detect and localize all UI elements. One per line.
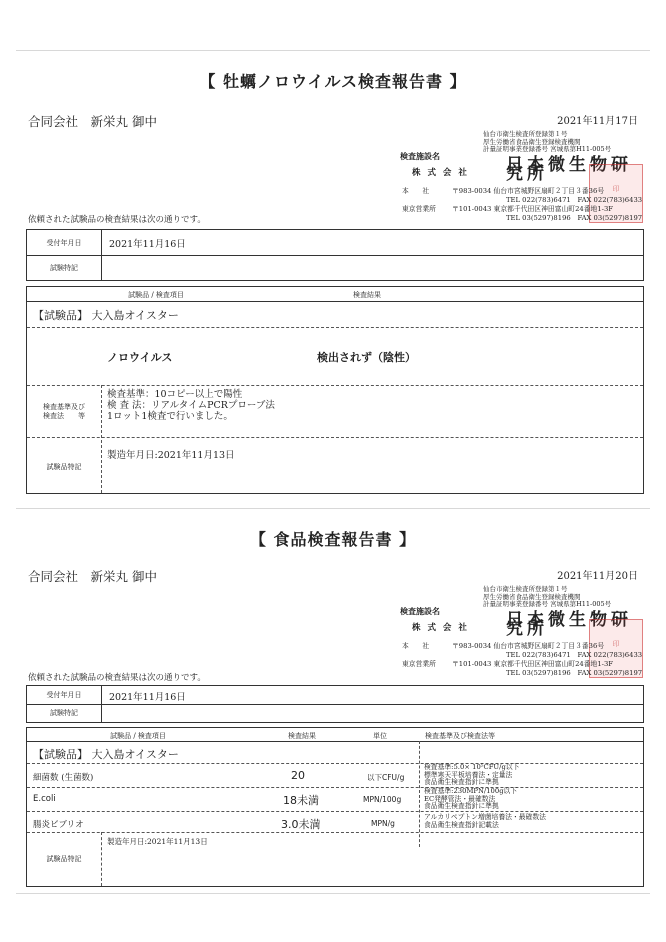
report-food: [16, 508, 650, 894]
table-row-method: 検査基準:5.0× 10⁵CFU/g以下 標準寒天平板培養法・定量法 食品衛生検査指針に準拠: [424, 763, 520, 786]
company-type: 株 式 会 社: [412, 168, 469, 178]
header-item: 試験品 / 検査項目: [110, 732, 166, 740]
receipt-box: [26, 229, 644, 281]
notes-label: 試験特記: [50, 264, 78, 272]
hq-tel: TEL 022(783)6471 FAX 022(783)6433: [506, 196, 643, 204]
tokyo-label: 東京営業所: [402, 660, 436, 668]
received-label: 受付年月日: [46, 691, 82, 699]
intro-text: 依頼された試験品の検査結果は次の通りです。: [28, 215, 206, 225]
method-label: 検査基準及び 検査法 等: [43, 403, 85, 420]
client-name: 合同会社 新栄丸 御中: [28, 569, 157, 584]
company-type: 株 式 会 社: [412, 623, 469, 633]
table-row-result: 18未満: [283, 794, 319, 807]
table-row-result: 3.0未満: [281, 818, 321, 831]
method-text: 検査基準：10コピー以上で陽性 検 査 法：リアルタイムPCRプローブ法 1ロット1検査で行いました。: [107, 389, 275, 422]
header-result: 検査結果: [288, 732, 316, 740]
issuer-block: [388, 586, 650, 696]
report-title: 【 牡蠣ノロウイルス検査報告書 】: [199, 72, 467, 91]
table-row-unit: 以下CFU/g: [367, 773, 405, 782]
table-row-method: アルカリペプトン増菌培養法・最確数法 食品衛生検査指針記載法: [424, 813, 546, 829]
report-title: 【 食品検査報告書 】: [249, 530, 417, 549]
facility-label: 検査施設名: [400, 607, 440, 616]
table-row-method: 検査基準:230MPN/100g以下 EC発酵管法・最確数法 食品衛生検査指針に準拠: [424, 787, 518, 810]
tokyo-tel: TEL 03(5297)8196 FAX 03(5297)8197: [506, 669, 643, 677]
received-value: 2021年11月16日: [109, 692, 186, 703]
table-row-unit: MPN/100g: [363, 795, 402, 804]
sample-note-label: 試験品特記: [46, 463, 82, 471]
sample-note: 製造年月日:2021年11月13日: [107, 450, 235, 461]
tokyo-tel: TEL 03(5297)8196 FAX 03(5297)8197: [506, 214, 643, 222]
result-table: [26, 727, 644, 887]
company-name: 日本微生物研究所: [506, 610, 632, 639]
test-name: ノロウイルス: [107, 351, 173, 364]
header-item: 試験品 / 検査項目: [128, 291, 184, 299]
table-row-item: 細菌数 (生菌数): [33, 773, 94, 783]
tokyo-address: 〒101-0043 東京都千代田区神田富山町24番地1-3F: [452, 205, 613, 213]
sample-name: 【試験品】 大入島オイスター: [33, 748, 179, 761]
hq-address: 〒983-0034 仙台市宮城野区扇町２丁目３番36号: [452, 642, 605, 650]
table-row-item: E.coli: [33, 794, 56, 804]
hq-label: 本 社: [402, 642, 430, 650]
report-date: 2021年11月17日: [557, 116, 638, 127]
sample-note: 製造年月日:2021年11月13日: [107, 837, 208, 846]
hq-address: 〒983-0034 仙台市宮城野区扇町２丁目３番36号: [452, 187, 605, 195]
tokyo-label: 東京営業所: [402, 205, 436, 213]
hq-tel: TEL 022(783)6471 FAX 022(783)6433: [506, 651, 643, 659]
intro-text: 依頼された試験品の検査結果は次の通りです。: [28, 673, 206, 683]
company-name: 日本微生物研究所: [506, 155, 632, 184]
company-seal: 印: [589, 164, 643, 223]
receipt-box: [26, 685, 644, 723]
issuer-block: [388, 131, 650, 241]
facility-label: 検査施設名: [400, 152, 440, 161]
notes-label: 試験特記: [50, 709, 78, 717]
report-norovirus: [16, 50, 650, 497]
received-value: 2021年11月16日: [109, 239, 186, 250]
header-result: 検査結果: [353, 291, 381, 299]
registration-info: 仙台市衛生検査所登録第１号 厚生労働省食品衛生登録検査機関 計量証明事業登録番号 宮城県第H11-005号: [483, 585, 612, 608]
table-row-unit: MPN/g: [371, 819, 395, 828]
header-unit: 単位: [373, 732, 387, 740]
sample-name: 【試験品】 大入島オイスター: [33, 309, 179, 322]
table-row-item: 腸炎ビブリオ: [33, 820, 84, 830]
report-date: 2021年11月20日: [557, 571, 638, 582]
table-row-result: 20: [291, 769, 305, 782]
tokyo-address: 〒101-0043 東京都千代田区神田富山町24番地1-3F: [452, 660, 613, 668]
received-label: 受付年月日: [46, 239, 82, 247]
client-name: 合同会社 新栄丸 御中: [28, 114, 157, 129]
hq-label: 本 社: [402, 187, 430, 195]
result-table: [26, 286, 644, 494]
company-seal: 印: [589, 619, 643, 678]
header-method: 検査基準及び検査法等: [425, 732, 495, 740]
registration-info: 仙台市衛生検査所登録第１号 厚生労働省食品衛生登録検査機関 計量証明事業登録番号 宮城県第H11-005号: [483, 130, 612, 153]
test-result: 検出されず（陰性）: [317, 351, 416, 364]
sample-note-label: 試験品特記: [46, 855, 82, 863]
